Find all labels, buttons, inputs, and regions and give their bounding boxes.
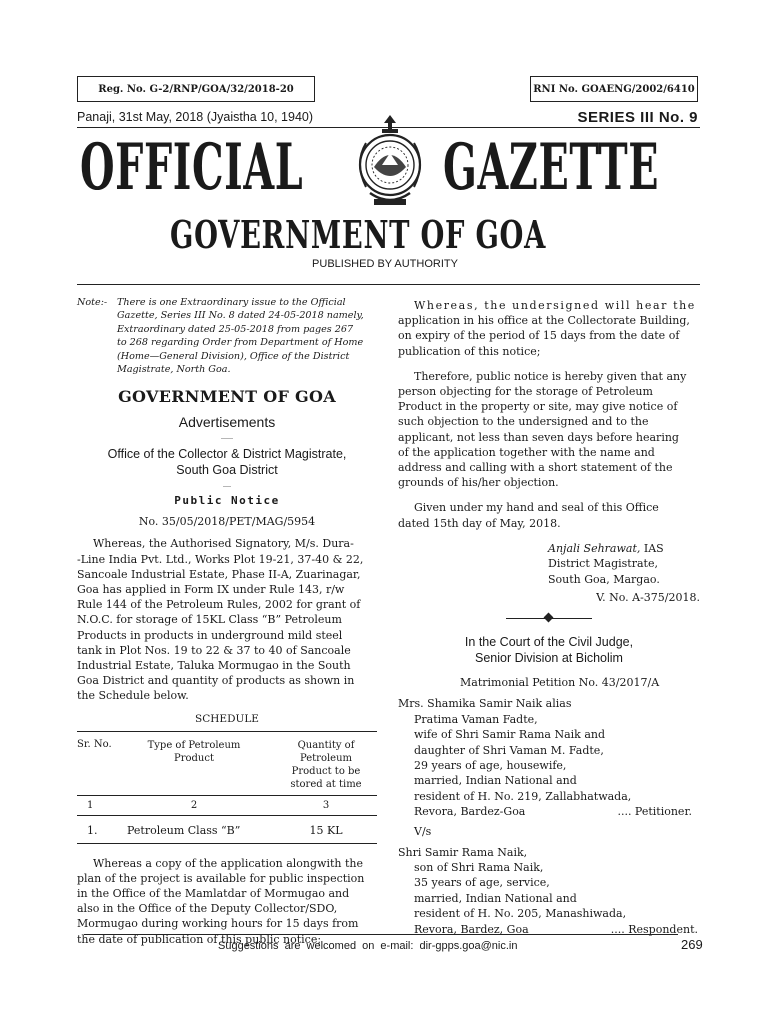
schedule-data-row: 1. Petroleum Class “B” 15 KL [77,815,377,843]
gov-heading: GOVERNMENT OF GOA [118,387,336,407]
rni-no-box [530,76,698,102]
notice-number: No. 35/05/2018/PET/MAG/5954 [138,515,316,529]
office-line-1: Office of the Collector & District Magistrate, [107,447,347,462]
separator: __ [223,478,231,488]
date-line: Panaji, 31st May, 2018 (Jyaistha 10, 1940) [77,110,314,124]
schedule-header-cell: Sr. No. [77,738,112,750]
masthead-rule [77,284,700,285]
signatory-name: Anjali Sehrawat, [548,541,641,555]
schedule-numbering-row: 1 2 3 [77,795,377,815]
right-paragraph-2: Therefore, public notice is hereby given that any person objecting for the storage of Petroleum Product in the property or site, may give notice of such objection to the undersigned and to the applicant, not less than seven days before hearing of the application together with the name and address and calling with a short statement of the grounds of his/her objection. [398,369,687,490]
signatory-title: District Magistrate, [548,557,658,571]
ornament-divider [398,608,700,628]
goa-emblem-icon [344,113,436,211]
office-line-2: South Goa District [176,463,278,478]
schedule-table [77,731,377,844]
masthead-gazette: GAZETTE [443,130,660,205]
petitioner-block: Mrs. Shamika Samir Naik alias Pratima Vaman Fadte, wife of Shri Samir Rama Naik and daughter of Shri Vaman M. Fadte, 29 years of age, housewife, married, Indian National and resident of H. No. 219, Zallabhatwada, Revora, Bardez-Goa .... Petitioner. [398,697,692,819]
masthead-official: OFFICIAL [80,130,304,205]
court-line-2: Senior Division at Bicholim [475,651,623,666]
respondent-block: Shri Samir Rama Naik, son of Shri Rama Naik, 35 years of age, service, married, Indian National and resident of H. No. 205, Manashiwada, Revora, Bardez, Goa .... Respondent. [398,845,698,936]
left-paragraph-2: Whereas a copy of the application alongwith the plan of the project is available for public inspection in the Office of the Mamlatdar of Mormugao and also in the Office of the Deputy Collector/SDO, Mormugao during working hours for 15 days from the date of publication of this public notice; [77,856,365,946]
petitioner-tag: .... Petitioner. [617,805,692,819]
note-text: There is one Extraordinary issue to the Official Gazette, Series III No. 8 dated 24-05-2018 namely, Extraordinary dated 25-05-2018 from pages 267 to 268 regarding Order from Department of Home (Home—General Division), Office of the District Magistrate, North Goa. [117,297,364,376]
published-by: PUBLISHED BY AUTHORITY [312,258,458,270]
footer-rule [84,934,678,935]
public-notice-heading: Public Notice [174,494,280,508]
reg-no: Reg. No. G-2/RNP/GOA/32/2018-20 [98,83,294,95]
left-paragraph-1: Whereas, the Authorised Signatory, M/s. Dura- -Line India Pvt. Ltd., Works Plot 19-21, 37-40 & 22, Sancoale Industrial Estate, Phase II-A, Zuarinagar, Goa has applied in Form IX under Rule 143, r/w Rule 144 of the Petroleum Rules, 2002 for grant of N.O.C. for storage of 15KL Class “B” Petroleum Products in products in underground mild steel tank in Plot Nos. 19 to 22 & 37 to 40 of Sancoale Industrial Estate, Taluka Mormugao in the South Goa District and quantity of products as shown in the Schedule below. [77,537,364,703]
schedule-header-cell: Type of Petroleum Product [147,739,241,764]
schedule-header-cell: Quantity of Petroleum Product to be stored at time [290,739,362,790]
reference-number: V. No. A-375/2018. [596,591,700,605]
signatory-place: South Goa, Margao. [548,572,660,586]
note [77,296,377,376]
right-paragraph-3: Given under my hand and seal of this Office dated 15th day of May, 2018. [398,501,659,530]
subtitle-government: GOVERNMENT OF GOA [170,212,547,257]
petition-number: Matrimonial Petition No. 43/2017/A [460,676,660,690]
right-paragraph-1: Whereas, the undersigned will hear the application in his office at the Collectorate Building, on expiry of the period of 15 days from the date of publication of this notice; [398,299,696,358]
versus: V/s [414,824,432,838]
reg-no-box [77,76,315,102]
rni-no: RNI No. GOAENG/2002/6410 [533,83,695,95]
page-number: 269 [681,937,703,952]
left-column [77,296,377,947]
schedule-header-row [77,731,377,795]
respondent-tag: .... Respondent. [610,922,698,936]
note-label: Note:- [77,297,108,308]
separator: ___ [221,430,233,440]
court-line-1: In the Court of the Civil Judge, [464,635,634,650]
advertisements-heading: Advertisements [178,414,276,431]
signature-block [548,541,700,588]
signatory-suffix: IAS [640,541,664,555]
footer-suggestions: Suggestions are welcomed on e-mail: dir-gpps.goa@nic.in [218,940,518,952]
series-label: SERIES III No. 9 [577,109,698,126]
schedule-title: SCHEDULE [195,712,259,725]
right-column [398,298,700,937]
